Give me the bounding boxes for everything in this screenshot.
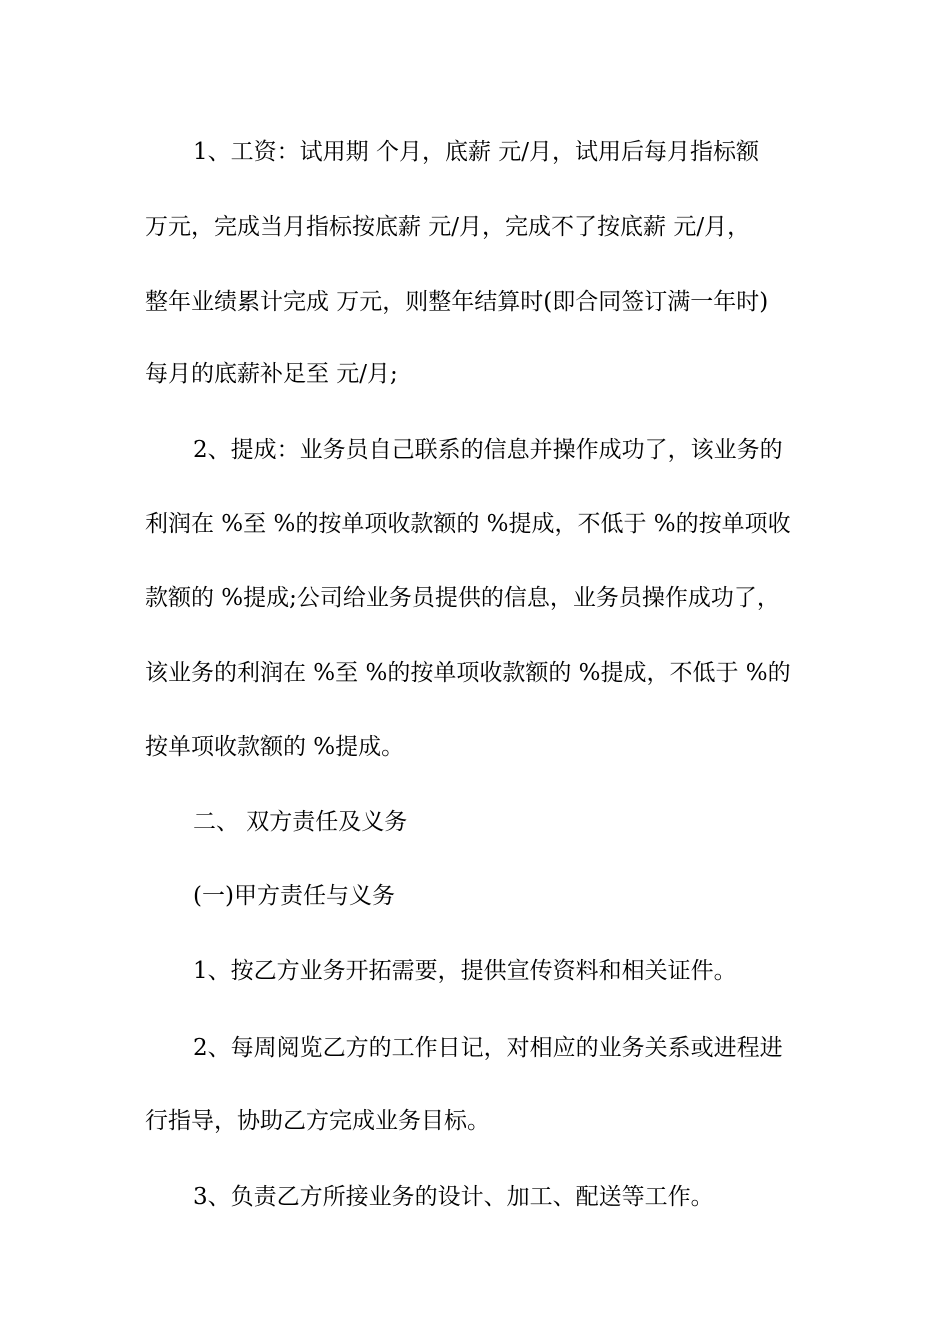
salary-clause-line-2: 万元，完成当月指标按底薪 元/月，完成不了按底薪 元/月， [145,214,751,240]
party-a-duty-1: 1、按乙方业务开拓需要，提供宣传资料和相关证件。 [193,958,737,984]
party-a-duty-2-line-2: 行指导，协助乙方完成业务目标。 [145,1108,490,1134]
commission-clause-line-1: 2、提成：业务员自己联系的信息并操作成功了，该业务的 [193,437,783,463]
commission-clause-line-5: 按单项收款额的 %提成。 [145,734,405,760]
subsection-heading-party-a: (一)甲方责任与义务 [193,883,395,909]
commission-clause-line-3: 款额的 %提成;公司给业务员提供的信息，业务员操作成功了， [145,585,780,611]
party-a-duty-3: 3、负责乙方所接业务的设计、加工、配送等工作。 [193,1184,714,1210]
salary-clause-line-4: 每月的底薪补足至 元/月; [145,361,398,387]
section-heading-responsibilities: 二、 双方责任及义务 [193,809,408,835]
salary-clause-line-3: 整年业绩累计完成 万元，则整年结算时(即合同签订满一年时) [145,289,769,315]
commission-clause-line-2: 利润在 %至 %的按单项收款额的 %提成，不低于 %的按单项收 [145,511,791,537]
salary-clause-line-1: 1、工资：试用期 个月，底薪 元/月，试用后每月指标额 [193,139,760,165]
party-a-duty-2-line-1: 2、每周阅览乙方的工作日记，对相应的业务关系或进程进 [193,1035,783,1061]
commission-clause-line-4: 该业务的利润在 %至 %的按单项收款额的 %提成，不低于 %的 [145,660,791,686]
